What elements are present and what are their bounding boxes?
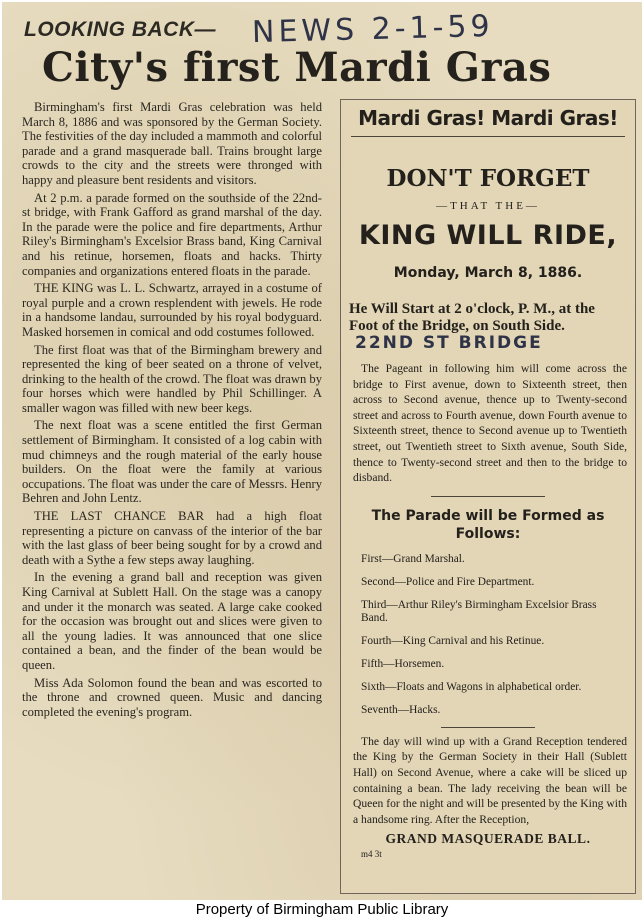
library-credit: Property of Birmingham Public Library [195,901,449,918]
divider [351,136,625,137]
article-paragraph: THE KING was L. L. Schwartz, arrayed in a costume of royal purple and a crown resplendent with jewels. He rode in a handsome landau, surrounded by his royal bodyguard. Masked horsemen in comical and odd costumes followed. [22,281,322,339]
handwritten-date-note: NEWS 2-1-59 [251,8,495,51]
article-paragraph: Birmingham's first Mardi Gras celebration was held March 8, 1886 and was sponsored by the German Society. The festivities of the day included a mammoth and colorful parade and a grand masquerade ball. Trains brought large crowds to the city and the streets were thronged with happy and pleasure bent residents and visitors. [22,100,322,187]
ad-parade-heading: The Parade will be Formed as Follows: [371,507,605,542]
article-paragraph: In the evening a grand ball and reception was given King Carnival at Sublett Hall. On the stage was a canopy and under it the monarch was seated. A large cake cooked for the occasion was brought out and slices were given to all the young ladies. It was announced that one slice contained a bean, and the finder of the bean would be queen. [22,570,322,672]
article-paragraph: Miss Ada Solomon found the bean and was escorted to the throne and crowned queen. Music and dancing completed the evening's program. [22,675,322,719]
ad-route: The Pageant in following him will come across the bridge to First avenue, down to Sixteenth street, then across to Second avenue, thence up to Twenty-second street and across to Fourth avenue, down Fourth avenue to Sixteenth street, thence to Second avenue up to Twentieth street, out Twentieth street to Sixth avenue, South Side, thence to Twenty-second street and then to the bridge to disband. [353,362,627,485]
article-body [22,100,322,722]
list-item: Fifth—Horsemen. [361,657,445,670]
parade-order-list [361,553,625,717]
list-item: Second—Police and Fire Department. [361,575,535,588]
ad-dont-forget: DON'T FORGET [386,165,590,192]
ad-print-code: m4 3t [361,849,382,860]
list-item: Fourth—King Carnival and his Retinue. [361,634,545,647]
ad-start-text: He Will Start at 2 o'clock, P. M., at the Foot of the Bridge, on South Side. [349,301,595,334]
list-item: Sixth—Floats and Wagons in alphabetical order. [361,680,582,693]
ad-start-time [349,301,627,353]
handwritten-bridge-note: 22ND ST BRIDGE [355,333,543,353]
divider [441,727,535,728]
ad-king-will-ride: KING WILL RIDE, [358,220,618,251]
list-item: Seventh—Hacks. [361,703,441,716]
article-paragraph: The next float was a scene entitled the first German settlement of Birmingham. It consisted of a log cabin with mud chimneys and the rough material of the early house builders. On the float were the family at various occupations. The float was under the care of Messrs. Henry Behren and John Lentz. [22,418,322,506]
ad-ball: GRAND MASQUERADE BALL. [385,831,591,847]
newspaper-clipping [2,2,642,900]
historic-advertisement [340,99,636,894]
ad-top-banner: Mardi Gras! Mardi Gras! [358,106,618,130]
ad-closing: The day will wind up with a Grand Reception tendered the King by the German Society in their Hall (Sublett Hall) on Second Avenue, where a cake will be sliced up containing a bean. The lady receiving the bean will be Queen for the night and will be presented by the King with a handsome ring. After the Reception, [353,734,627,826]
article-paragraph: At 2 p.m. a parade formed on the southside of the 22nd-st bridge, with Frank Gafford as grand marshal of the day. In the parade were the police and fire departments, Arthur Riley's Birmingham's Excelsior Brass band, King Carnival and his retinue, horsemen, floats and hacks. Thirty companies and organizations entered floats in the parade. [22,190,322,278]
headline: City's first Mardi Gras [42,44,552,91]
list-item: First—Grand Marshal. [361,552,465,565]
article-paragraph: THE LAST CHANCE BAR had a high float representing a picture on canvass of the interior of the bar with the last glass of beer being sought for by a crowd and death with a Sythe a few steps away laughing. [22,509,322,567]
divider [431,496,545,497]
list-item: Third—Arthur Riley's Birmingham Excelsior Brass Band. [361,598,597,624]
section-kicker: LOOKING BACK— [24,18,216,41]
ad-that-the: —THAT THE— [436,200,540,212]
article-paragraph: The first float was that of the Birmingham brewery and represented the king of beer seated on a throne of velvet, drinking to the health of the crowd. The float was drawn by four horses which were handled by Phil Schillinger. A smaller wagon was filled with new beer kegs. [22,342,322,415]
ad-date: Monday, March 8, 1886. [393,265,583,281]
